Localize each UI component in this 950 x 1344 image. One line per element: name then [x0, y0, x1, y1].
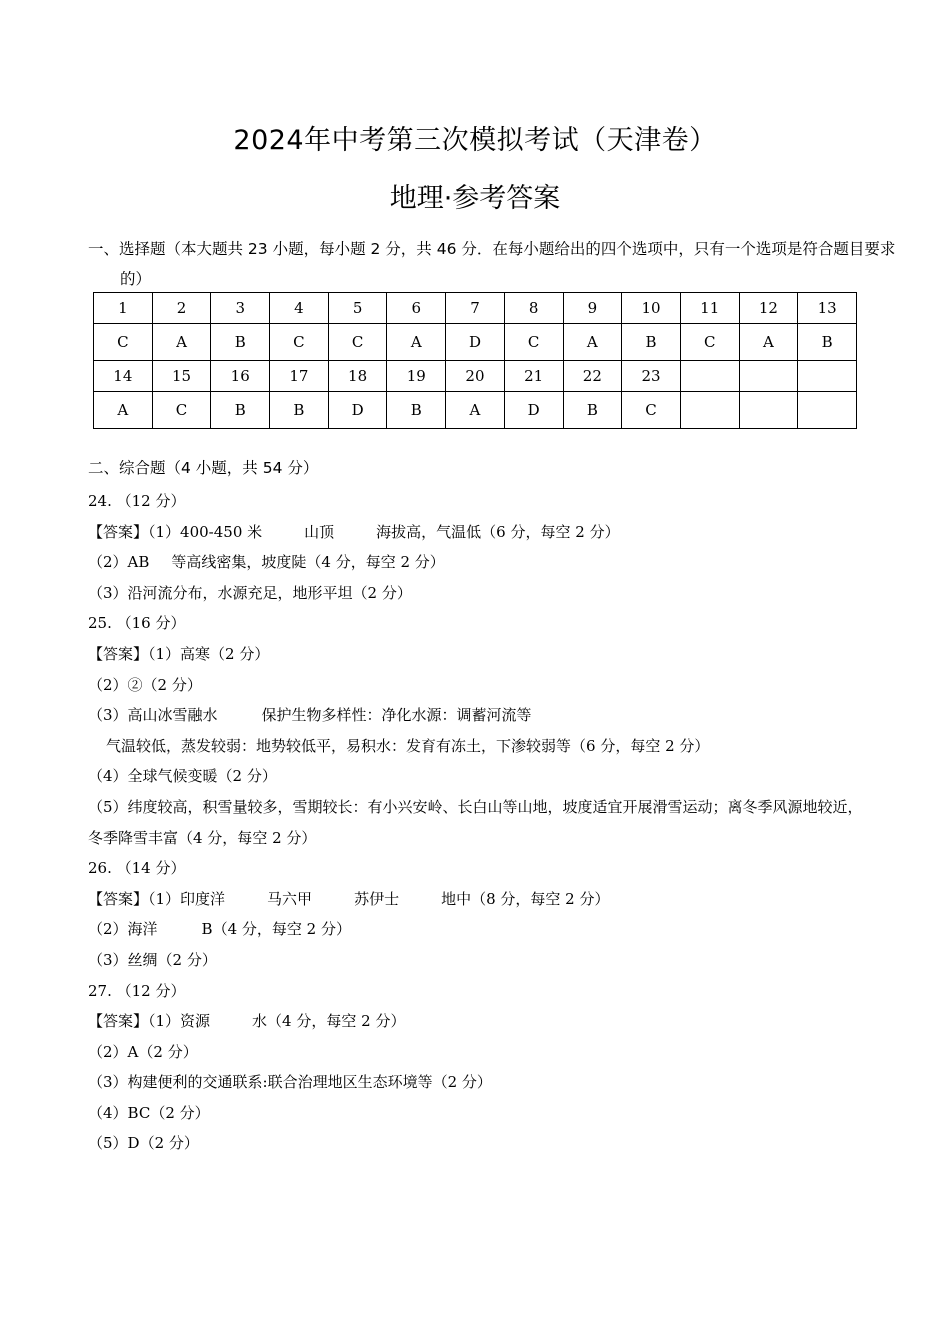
answer-cell: A — [563, 324, 622, 361]
answer-cell: B — [270, 392, 329, 429]
answer-cell: A — [152, 324, 211, 361]
q26-answer-1: 【答案】（1）印度洋 马六甲 苏伊士 地中（8 分，每空 2 分） — [88, 889, 610, 908]
answer-cell: C — [680, 324, 739, 361]
question-number-cell: 10 — [622, 293, 681, 324]
answer-cell: B — [798, 324, 857, 361]
q27-answer-3: （3）构建便利的交通联系:联合治理地区生态环境等（2 分） — [88, 1073, 492, 1092]
q24-answer-2: （2）AB 等高线密集，坡度陡（4 分，每空 2 分） — [88, 553, 445, 572]
q25-heading: 25. （16 分） — [88, 614, 186, 633]
answer-row — [94, 392, 857, 429]
answer-cell: B — [211, 324, 270, 361]
answer-cell: C — [152, 392, 211, 429]
answer-cell: C — [328, 324, 387, 361]
answer-cell — [739, 392, 798, 429]
answer-cell — [798, 392, 857, 429]
page-subtitle: 地理·参考答案 — [389, 183, 561, 214]
section1-heading: 一、选择题（本大题共 23 小题，每小题 2 分，共 46 分．在每小题给出的四个选项中，只有一个选项是符合题目要求的） — [88, 240, 896, 288]
q27-answer-2: （2）A（2 分） — [88, 1042, 198, 1061]
question-number-cell: 8 — [504, 293, 563, 324]
q27-answer-5: （5）D（2 分） — [88, 1134, 199, 1153]
question-number-cell: 3 — [211, 293, 270, 324]
answer-cell: D — [446, 324, 505, 361]
question-number-cell: 1 — [94, 293, 153, 324]
q26-answer-3: （3）丝绸（2 分） — [88, 950, 217, 969]
q25-answer-5: （5）纬度较高，积雪量较多，雪期较长：有小兴安岭、长白山等山地，坡度适宜开展滑雪运动；离冬季风源地较近，冬季降雪丰富（4 分，每空 2 分） — [88, 797, 863, 847]
question-number-cell: 7 — [446, 293, 505, 324]
question-number-cell: 20 — [446, 361, 505, 392]
q24-answer-3: （3）沿河流分布，水源充足，地形平坦（2 分） — [88, 583, 412, 602]
q26-answer-2: （2）海洋 B（4 分，每空 2 分） — [88, 920, 351, 939]
answer-cell: A — [446, 392, 505, 429]
answer-cell: A — [739, 324, 798, 361]
question-number-cell — [798, 361, 857, 392]
question-number-cell: 4 — [270, 293, 329, 324]
question-number-cell — [739, 361, 798, 392]
section2-heading: 二、综合题（4 小题，共 54 分） — [88, 459, 319, 477]
answer-cell: C — [504, 324, 563, 361]
answer-cell: B — [387, 392, 446, 429]
question-number-cell: 21 — [504, 361, 563, 392]
question-number-cell: 18 — [328, 361, 387, 392]
answer-cell: A — [387, 324, 446, 361]
question-number-cell: 12 — [739, 293, 798, 324]
q25-answer-3-cont: 气温较低，蒸发较弱：地势较低平，易积水：发育有冻土，下渗较弱等（6 分，每空 2 分） — [106, 736, 710, 755]
answer-cell: A — [94, 392, 153, 429]
q25-answer-4: （4）全球气候变暖（2 分） — [88, 767, 277, 786]
question-number-cell: 15 — [152, 361, 211, 392]
question-number-cell: 6 — [387, 293, 446, 324]
question-number-cell: 17 — [270, 361, 329, 392]
question-number-cell: 5 — [328, 293, 387, 324]
question-number-cell: 23 — [622, 361, 681, 392]
question-number-row — [94, 293, 857, 324]
question-number-row — [94, 361, 857, 392]
q24-answer-1: 【答案】（1）400-450 米 山顶 海拔高，气温低（6 分，每空 2 分） — [88, 522, 620, 541]
q25-answer-3: （3）高山冰雪融水 保护生物多样性：净化水源：调蓄河流等 — [88, 706, 532, 725]
answer-table — [93, 292, 857, 429]
answer-cell: B — [563, 392, 622, 429]
question-number-cell — [680, 361, 739, 392]
answers-body — [88, 486, 870, 1159]
question-number-cell: 16 — [211, 361, 270, 392]
answer-cell: D — [328, 392, 387, 429]
q24-heading: 24. （12 分） — [88, 492, 186, 510]
q26-heading: 26. （14 分） — [88, 859, 186, 878]
question-number-cell: 22 — [563, 361, 622, 392]
answer-cell — [680, 392, 739, 429]
q27-answer-4: （4）BC（2 分） — [88, 1103, 210, 1122]
question-number-cell: 14 — [94, 361, 153, 392]
answer-cell: C — [94, 324, 153, 361]
q25-answer-2: （2）②（2 分） — [88, 675, 202, 694]
q25-answer-1: 【答案】（1）高寒（2 分） — [88, 644, 270, 663]
q27-answer-1: 【答案】（1）资源 水（4 分，每空 2 分） — [88, 1012, 406, 1031]
question-number-cell: 11 — [680, 293, 739, 324]
answer-cell: D — [504, 392, 563, 429]
answer-cell: B — [211, 392, 270, 429]
page-title: 2024年中考第三次模拟考试（天津卷） — [233, 125, 717, 156]
answer-row — [94, 324, 857, 361]
question-number-cell: 2 — [152, 293, 211, 324]
answer-cell: C — [622, 392, 681, 429]
q27-heading: 27. （12 分） — [88, 981, 186, 1000]
answer-cell: C — [270, 324, 329, 361]
answer-cell: B — [622, 324, 681, 361]
question-number-cell: 19 — [387, 361, 446, 392]
question-number-cell: 9 — [563, 293, 622, 324]
question-number-cell: 13 — [798, 293, 857, 324]
